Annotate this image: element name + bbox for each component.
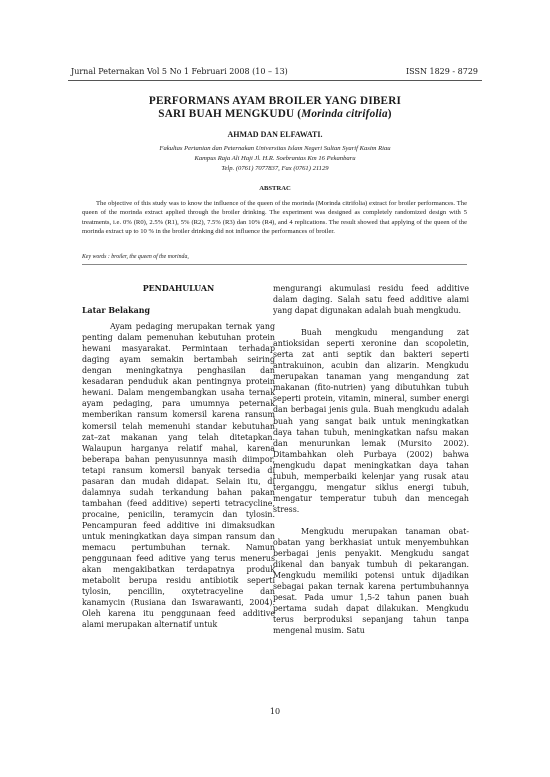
title-line-2-suffix: ) xyxy=(387,108,392,120)
affiliation-line-2: Kampus Raja Ali Haji Jl. H.R. Soebrantas Km 16 Pekanbaru xyxy=(194,155,356,163)
affiliation xyxy=(70,144,480,175)
left-column xyxy=(82,283,275,630)
journal-header: Jurnal Peternakan Vol 5 No 1 Februari 2008 (10 – 13) xyxy=(71,67,288,76)
title-line-2-prefix: SARI BUAH MENGKUDU ( xyxy=(158,108,302,120)
affiliation-line-3: Telp. (0761) 7077837, Fax (0761) 21129 xyxy=(221,165,329,173)
keywords: Key words : broiler, the queen of the morinda, xyxy=(82,254,189,260)
section-heading: PENDAHULUAN xyxy=(142,284,215,293)
affiliation-line-1: Fakultas Pertanian dan Peternakan Universitas Islam Negeri Sultan Syarif Kasim Riau xyxy=(159,145,391,152)
title-species: Morinda citrifolia xyxy=(301,108,388,120)
right-column xyxy=(273,283,469,636)
title-line-2 xyxy=(60,108,490,121)
author: AHMAD DAN ELFAWATI. xyxy=(227,130,323,139)
abstract-heading: ABSTRAC xyxy=(259,185,291,192)
subsection-heading: Latar Belakang xyxy=(82,306,150,316)
issn-header: ISSN 1829 - 8729 xyxy=(405,67,478,76)
body-paragraph: mengurangi akumulasi residu feed additive dalam daging. Salah satu feed additive alami yang dapat digunakan adalah buah mengkudu. xyxy=(273,284,469,316)
header-rule xyxy=(68,80,482,81)
body-paragraph: Buah mengkudu mengandung zat antioksidan seperti xeronine dan scopoletin, serta zat anti septik dan bakteri seperti antrakuinon, acubin dan alizarin. Mengkudu merupakan tanaman yang mengandung zat makanan (fito-nutrien) yang dibutuhkan tubuh seperti protein, vitamin, mineral, sumber energi dan berbagai jenis gula. Buah mengkudu adalah buah yang sangat baik untuk meningkatkan daya tahan tubuh, meningkatkan nafsu makan dan menurunkan lemak (Mursito 2002). Ditambahkan oleh Purbaya (2002) bahwa mengkudu dapat meningkatkan daya tahan tubuh, memperbaiki kelenjar yang rusak atau terganggu, mengatur siklus energi tubuh, mengatur temperatur tubuh dan mencegah stress. xyxy=(273,328,469,514)
abstract-rule xyxy=(82,264,467,265)
paper-title xyxy=(60,95,490,121)
body-paragraph: Ayam pedaging merupakan ternak yang penting dalam pemenuhan kebutuhan protein hewani masyarakat. Permintaan terhadap daging ayam semakin bertambah seiring dengan meningkatnya penghasilan dan kesadaran penduduk akan pentingnya protein hewani. Dalam mengembangkan usaha ternak ayam pedaging, para umumnya peternak memberikan ransum komersil karena ransum komersil telah memenuhi standar kebutuhan zat–zat makanan yang telah ditetapkan. Walaupun harganya relatif mahal, karena beberapa bahan penyusunnya masih diimpor, tetapi ransum komersil banyak tersedia di pasaran dan mudah didapat. Selain itu, di dalamnya sudah terkandung bahan pakan tambahan (feed additive) seperti tetracycline, procaine, penicilin, teramycin dan tylosin. Pencampuran feed additive ini dimaksudkan untuk meningkatkan daya simpan ransum dan memacu pertumbuhan ternak. Namun penggunaan feed aditive yang terus menerus akan mengakibatkan terdapatnya produk metabolit berupa residu antibiotik seperti tylosin, pencillin, oxytetracyeline dan kanamycin (Rusiana dan Iswarawanti, 2004). Oleh karena itu penggunaan feed additive alami merupakan alternatif untuk xyxy=(82,322,275,630)
body-paragraph: Mengkudu merupakan tanaman obat-obatan yang berkhasiat untuk menyembuhkan berbagai jenis penyakit. Mengkudu sangat dikenal dan banyak tumbuh di pekarangan. Mengkudu memiliki potensi untuk dijadikan sebagai pakan ternak karena pertumbuhannya pesat. Pada umur 1,5-2 tahun panen buah pertama sudah dapat dilakukan. Mengkudu terus berproduksi sepanjang tahun tanpa mengenal musim. Satu xyxy=(273,526,469,636)
page-number: 10 xyxy=(269,707,281,716)
abstract-text: The objective of this study was to know the influence of the queen of the morinda (Morinda citrifolia) extract for broiler performances. The queen of the morinda extract applied through the broiler drinking. The experiment was designed as completely randomized design with 5 treatments, i.e. 0% (R0), 2.5% (R1), 5% (R2), 7.5% (R3) dan 10% (R4), and 4 replications. The result showed that applying of the queen of the morinda extract up to 10 % in the broiler drinking did not influence the performances of broiler. xyxy=(82,200,467,236)
abstract-body xyxy=(82,199,467,237)
title-line-1: PERFORMANS AYAM BROILER YANG DIBERI xyxy=(148,95,402,107)
